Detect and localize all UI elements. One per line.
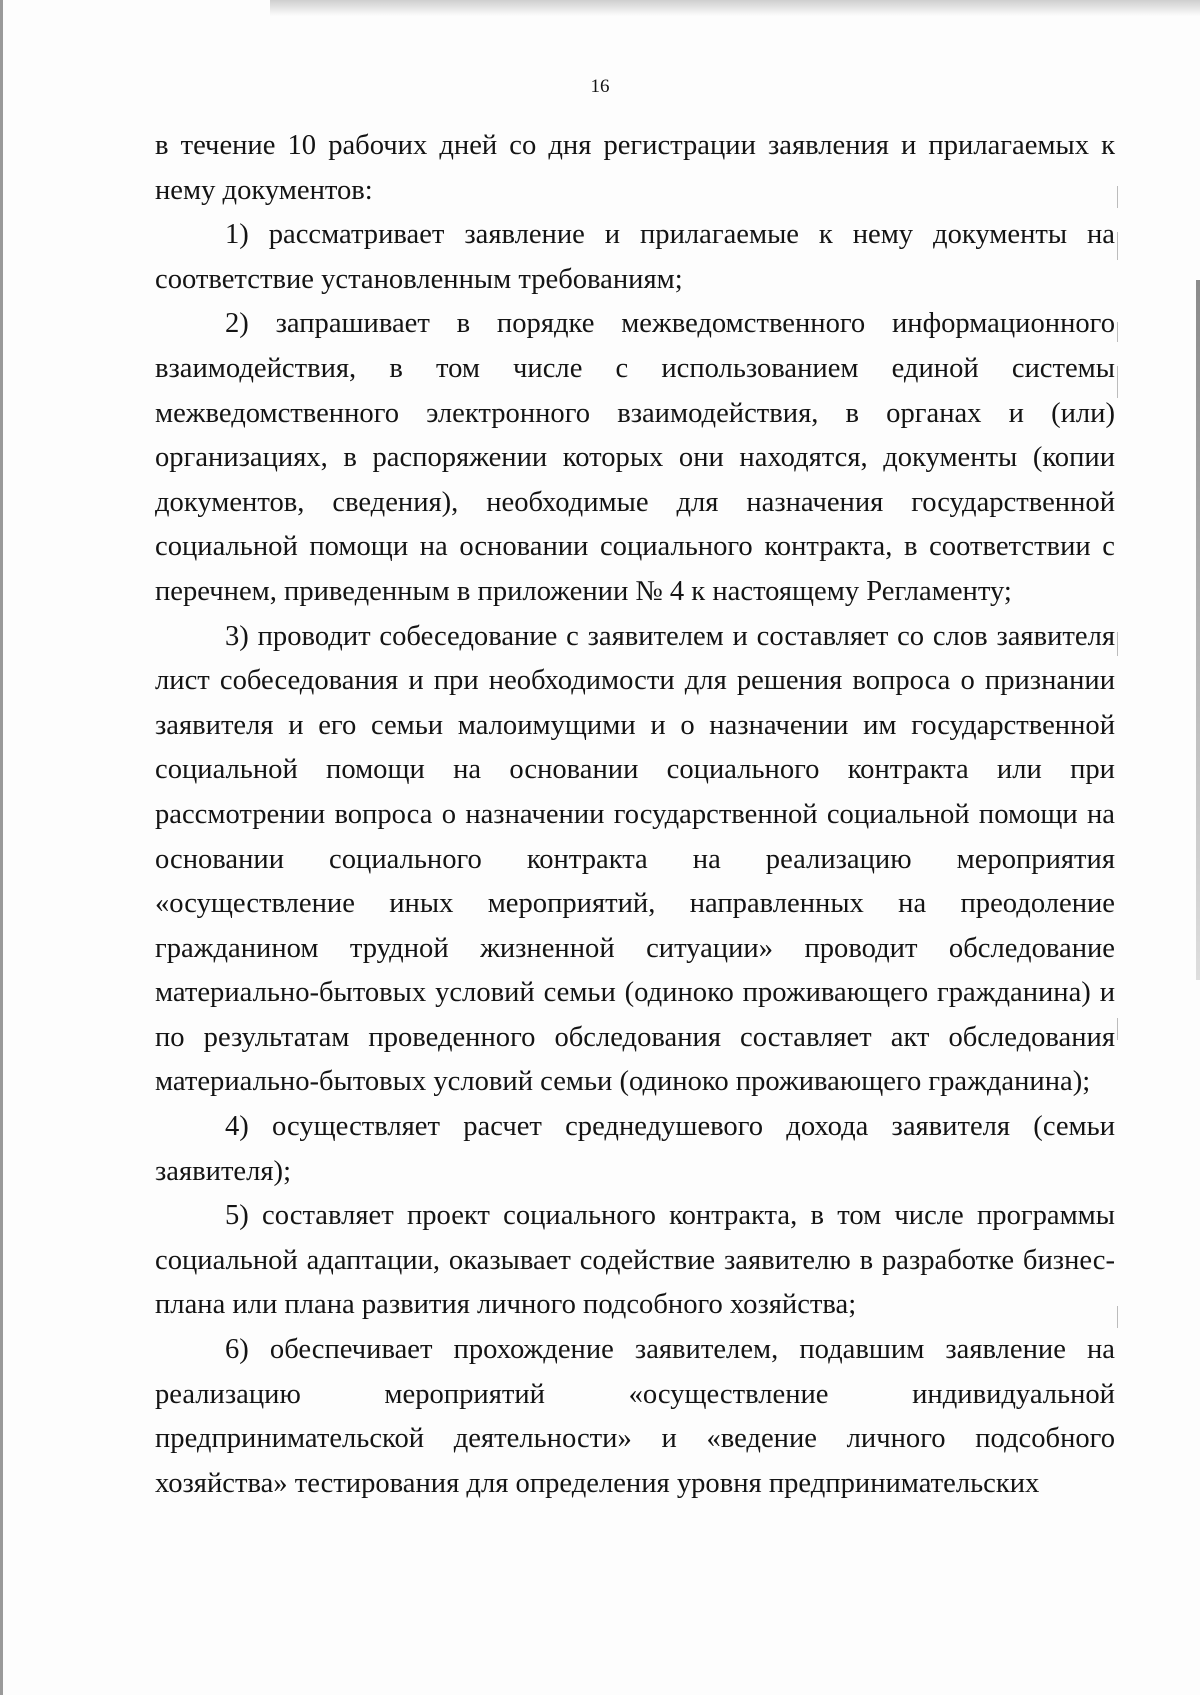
scan-edge-left: [0, 0, 3, 1695]
paragraph-intro: в течение 10 рабочих дней со дня регистрации заявления и прилагаемых к нему документов:: [155, 130, 1115, 206]
paragraph-item-5: 5) составляет проект социального контракта, в том числе программы социальной адаптации, оказывает содействие заявителю в разработке бизнес-плана или плана развития личного подсобного хозяйства;: [155, 1200, 1115, 1321]
scan-mark: [1117, 632, 1118, 656]
paragraph-item-2: 2) запрашивает в порядке межведомственного информационного взаимодействия, в том числе с использованием единой системы межведомственного электронного взаимодействия, в органах и (или) организациях, в распоряжении которых они находятся, документы (копии документов, сведения), необходимые для назначения государственной социальной помощи на основании социального контракта, в соответствии с перечнем, приведенным в приложении № 4 к настоящему Регламенту;: [155, 308, 1115, 607]
scan-mark: [1117, 186, 1118, 208]
scan-mark: [1117, 1018, 1118, 1040]
paragraph-item-3: 3) проводит собеседование с заявителем и составляет со слов заявителя лист собеседования и при необходимости для решения вопроса о признании заявителя и его семьи малоимущими и о назначении им государственной социальной помощи на основании социального контракта или при рассмотрении вопроса о назначении государственной социальной помощи на основании социального контракта на реализацию мероприятия «осуществление иных мероприятий, направленных на преодоление гражданином трудной жизненной ситуации» проводит обследование материально-бытовых условий семьи (одиноко проживающего гражданина) и по результатам проведенного обследования составляет акт обследования материально-бытовых условий семьи (одиноко проживающего гражданина);: [155, 620, 1115, 1098]
scan-edge-top: [270, 0, 1200, 16]
paragraph-item-4: 4) осуществляет расчет среднедушевого дохода заявителя (семьи заявителя);: [155, 1111, 1115, 1187]
scan-edge-right: [1196, 280, 1200, 980]
page-number: 16: [590, 76, 610, 97]
scan-mark: [1117, 366, 1118, 398]
paragraph-item-1: 1) рассматривает заявление и прилагаемые к нему документы на соответствие установленным требованиям;: [155, 219, 1115, 295]
body-text: [155, 124, 1115, 1506]
scan-mark: [1117, 1306, 1118, 1328]
scan-mark: [1117, 232, 1118, 260]
paragraph-item-6: 6) обеспечивает прохождение заявителем, подавшим заявление на реализацию мероприятий «осуществление индивидуальной предпринимательской деятельности» и «ведение личного подсобного хозяйства» тестирования для определения уровня предпринимательских: [155, 1334, 1115, 1499]
scan-mark: [1117, 322, 1118, 342]
